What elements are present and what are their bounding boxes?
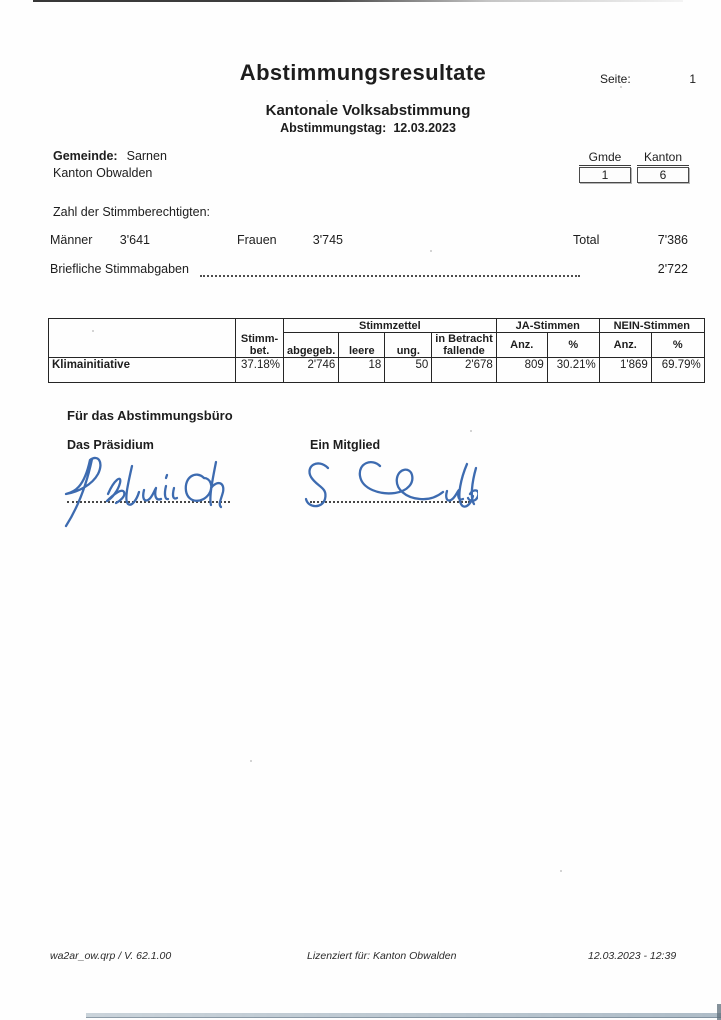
- results-table: [48, 318, 705, 383]
- page-number: 1: [689, 72, 696, 86]
- kanton-box-value: 6: [637, 167, 689, 183]
- cell-ja-prozent: 30.21%: [547, 358, 599, 383]
- cell-nein-prozent: 69.79%: [651, 358, 704, 383]
- header-ja-prozent: %: [547, 333, 599, 358]
- mitglied-signature-image: [300, 456, 478, 518]
- scan-speck: [470, 430, 472, 432]
- footer-program-version: wa2ar_ow.qrp / V. 62.1.00: [50, 950, 172, 962]
- header-in-betracht: in Betracht fallende: [432, 333, 496, 358]
- signature-line: [67, 501, 230, 503]
- cell-initiative-name: Klimainitiative: [49, 358, 236, 383]
- page-title: Abstimmungsresultate: [239, 60, 487, 85]
- scan-artifact-right-mark: [717, 1004, 721, 1020]
- document-subtitle: Kantonale Volksabstimmung: [265, 102, 471, 119]
- footer-license: Lizenziert für: Kanton Obwalden: [307, 950, 457, 962]
- scan-speck: [620, 86, 622, 88]
- header-nein-anzahl: Anz.: [599, 333, 651, 358]
- signature-section-heading: Für das Abstimmungsbüro: [67, 408, 233, 423]
- cell-ungueltige: 50: [385, 358, 432, 383]
- scan-speck: [430, 250, 432, 252]
- voting-date-label: Abstimmungstag:: [280, 121, 387, 135]
- signature-line: [310, 501, 470, 503]
- gemeinde-value: Sarnen: [126, 149, 167, 163]
- gemeinde-label: Gemeinde:: [53, 149, 118, 163]
- praesidium-label: Das Präsidium: [67, 438, 154, 452]
- header-ja-stimmen: JA-Stimmen: [496, 319, 599, 333]
- kanton-box: [637, 150, 689, 183]
- id-boxes: [579, 150, 691, 183]
- header-ungueltige: ung.: [385, 333, 432, 358]
- scan-artifact-bottom-edge: [86, 1013, 721, 1018]
- cell-stimmbeteiligung: 37.18%: [236, 358, 284, 383]
- maenner-value: 3'641: [119, 233, 150, 247]
- gmde-box-label: Gmde: [579, 150, 631, 166]
- kanton-line: Kanton Obwalden: [53, 166, 153, 180]
- header-stimmbeteiligung: Stimm- bet.: [236, 319, 284, 358]
- total-value: 7'386: [657, 233, 688, 247]
- header-abgegebene: abgegeb.: [284, 333, 339, 358]
- cell-ja-anzahl: 809: [496, 358, 547, 383]
- header-nein-prozent: %: [651, 333, 704, 358]
- footer-datetime: 12.03.2023 - 12:39: [588, 950, 677, 962]
- dotted-leader: [200, 263, 580, 277]
- table-row: [49, 358, 705, 383]
- table-corner-cell: [49, 319, 236, 358]
- header-leere: leere: [339, 333, 385, 358]
- voting-date-value: 12.03.2023: [393, 121, 456, 135]
- gmde-box: [579, 150, 631, 183]
- header-nein-stimmen: NEIN-Stimmen: [599, 319, 704, 333]
- praesidium-signature-image: [52, 450, 237, 532]
- cell-abgegebene: 2'746: [284, 358, 339, 383]
- voting-date-line: [0, 121, 721, 135]
- gemeinde-line: [53, 148, 167, 165]
- page-number-label: Seite:: [600, 72, 631, 86]
- mitglied-label: Ein Mitglied: [310, 438, 381, 452]
- scan-speck: [250, 760, 252, 762]
- cell-nein-anzahl: 1'869: [599, 358, 651, 383]
- briefliche-value: 2'722: [657, 262, 688, 276]
- briefliche-label: Briefliche Stimmabgaben: [50, 262, 189, 276]
- electorate-heading: Zahl der Stimmberechtigten:: [53, 205, 211, 219]
- maenner-label: Männer: [50, 233, 93, 247]
- frauen-label: Frauen: [237, 233, 277, 247]
- cell-in-betracht: 2'678: [432, 358, 496, 383]
- header-stimmzettel: Stimmzettel: [284, 319, 497, 333]
- header-ja-anzahl: Anz.: [496, 333, 547, 358]
- frauen-value: 3'745: [312, 233, 343, 247]
- cell-leere: 18: [339, 358, 385, 383]
- gmde-box-value: 1: [579, 167, 631, 183]
- municipality-block: [53, 148, 167, 182]
- scan-speck: [560, 870, 562, 872]
- total-label: Total: [573, 233, 600, 247]
- scan-artifact-top-edge: [33, 0, 683, 2]
- kanton-box-label: Kanton: [637, 150, 689, 166]
